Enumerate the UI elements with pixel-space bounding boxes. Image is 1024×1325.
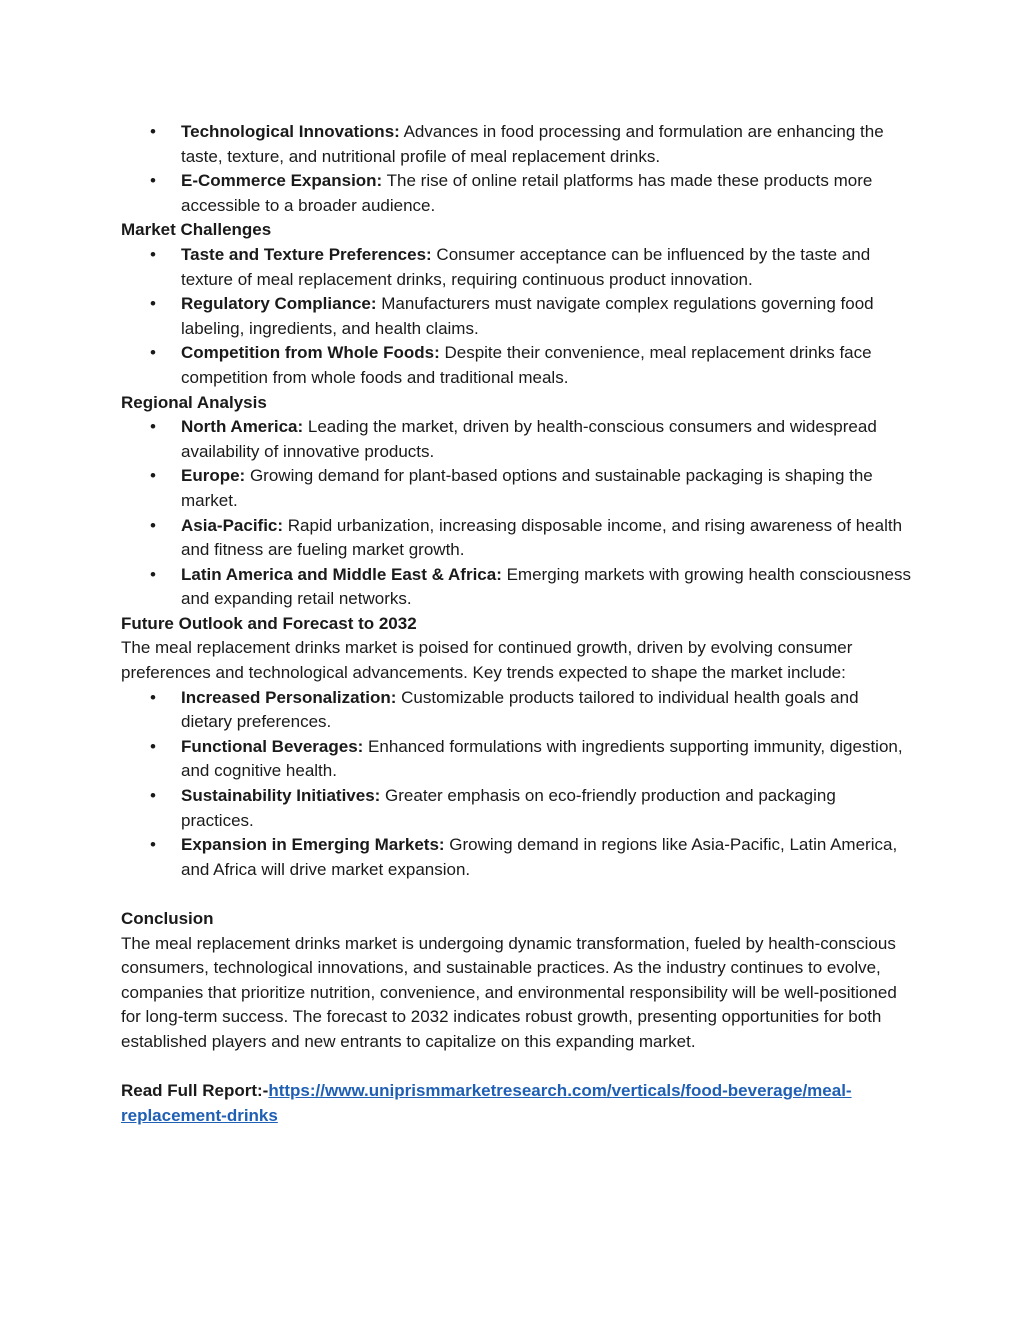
bullet-lead: Europe:: [181, 466, 246, 486]
future-outlook-heading: Future Outlook and Forecast to 2032: [121, 613, 417, 633]
bullet-text: Growing demand in regions like Asia-Pacific, Latin America, and Africa will drive market expansion.: [181, 835, 898, 879]
bullet-text: Enhanced formulations with ingredients supporting immunity, digestion, and cognitive health.: [181, 736, 903, 781]
list-item: [181, 169, 911, 218]
conclusion-heading: Conclusion: [121, 909, 214, 928]
market-challenges-heading: Market Challenges: [121, 220, 272, 240]
list-item: [181, 686, 911, 735]
regional-bullet-list: [121, 415, 911, 612]
report-link[interactable]: https://www.uniprismmarketresearch.com/verticals/food-beverage/meal-replacement-drinks: [121, 1081, 852, 1125]
read-full-report-label: Read Full Report:-: [121, 1081, 269, 1101]
spacer: [121, 882, 911, 907]
document-page: [121, 120, 911, 1128]
challenges-bullet-list: [121, 243, 911, 391]
list-item: [181, 120, 911, 169]
bullet-lead: Technological Innovations:: [181, 122, 400, 141]
list-item: [181, 292, 911, 341]
list-item: [181, 415, 911, 464]
bullet-lead: Taste and Texture Preferences:: [181, 244, 432, 264]
bullet-lead: Expansion in Emerging Markets:: [181, 835, 445, 855]
bullet-lead: Latin America and Middle East & Africa:: [181, 564, 502, 584]
bullet-text: Advances in food processing and formulation are enhancing the taste, texture, and nutritional profile of meal replacement drinks.: [181, 122, 884, 166]
list-item: [181, 784, 911, 833]
future-outlook-paragraph: The meal replacement drinks market is poised for continued growth, driven by evolving consumer preferences and technological advancements. Key trends expected to shape the market include:: [121, 638, 853, 683]
list-item: [181, 341, 911, 390]
list-item: [181, 563, 911, 612]
intro-bullet-list: [121, 120, 911, 218]
list-item: [181, 833, 911, 882]
list-item: [181, 464, 911, 513]
bullet-lead: Competition from Whole Foods:: [181, 343, 440, 363]
bullet-text: Manufacturers must navigate complex regulations governing food labeling, ingredients, and health claims.: [181, 294, 874, 338]
bullet-text: Leading the market, driven by health-conscious consumers and widespread availability of innovative products.: [181, 417, 877, 461]
bullet-lead: Increased Personalization:: [181, 687, 397, 707]
conclusion-paragraph: The meal replacement drinks market is undergoing dynamic transformation, fueled by health-conscious consumers, technological innovations, and sustainable practices. As the industry continues to evolve, companies that prioritize nutrition, convenience, and environmental responsibility will be well-positioned for long-term success. The forecast to 2032 indicates robust growth, presenting opportunities for both established players and new entrants to capitalize on this expanding market.: [121, 933, 897, 1051]
bullet-text: Greater emphasis on eco-friendly production and packaging practices.: [181, 786, 836, 830]
spacer: [121, 1055, 911, 1080]
bullet-text: Growing demand for plant-based options and sustainable packaging is shaping the market.: [181, 466, 873, 510]
bullet-lead: Functional Beverages:: [181, 736, 364, 756]
bullet-text: Despite their convenience, meal replacement drinks face competition from whole foods and traditional meals.: [181, 343, 872, 387]
bullet-lead: Asia-Pacific:: [181, 515, 284, 535]
read-full-report: [121, 1079, 911, 1128]
bullet-lead: North America:: [181, 417, 304, 437]
list-item: [181, 243, 911, 292]
list-item: [181, 735, 911, 784]
bullet-text: Consumer acceptance can be influenced by the taste and texture of meal replacement drinks, requiring continuous product innovation.: [181, 244, 871, 289]
bullet-text: Rapid urbanization, increasing disposable income, and rising awareness of health and fitness are fueling market growth.: [181, 515, 903, 560]
bullet-lead: Regulatory Compliance:: [181, 294, 377, 314]
outlook-bullet-list: [121, 686, 911, 883]
bullet-lead: Sustainability Initiatives:: [181, 786, 381, 806]
bullet-lead: E-Commerce Expansion:: [181, 171, 383, 191]
regional-analysis-heading: Regional Analysis: [121, 392, 267, 412]
bullet-text: Customizable products tailored to individual health goals and dietary preferences.: [181, 687, 859, 732]
bullet-text: Emerging markets with growing health consciousness and expanding retail networks.: [181, 564, 912, 609]
bullet-text: The rise of online retail platforms has made these products more accessible to a broader audience.: [181, 171, 873, 215]
list-item: [181, 514, 911, 563]
